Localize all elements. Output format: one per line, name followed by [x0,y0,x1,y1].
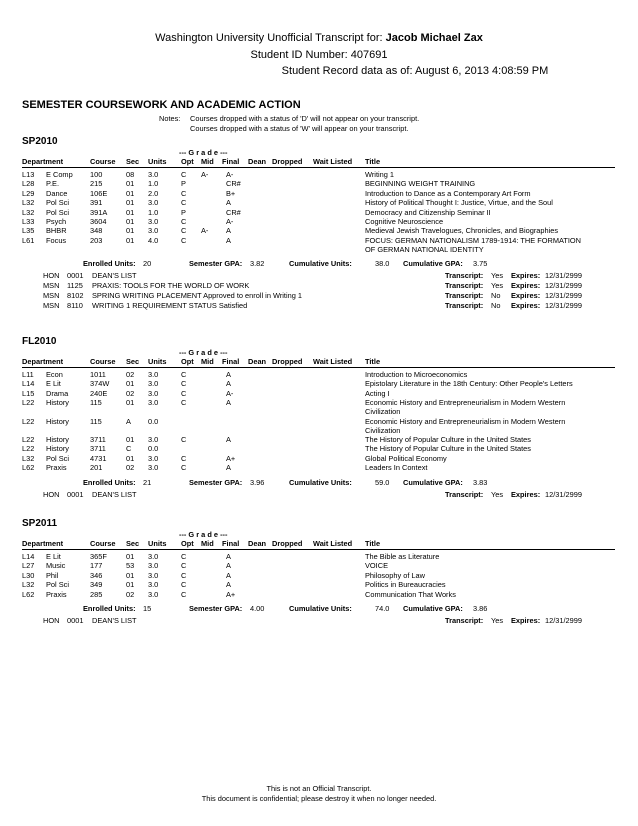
term-name: SP2010 [22,136,58,147]
header-rule [22,367,615,368]
course-sec: 53 [126,561,135,571]
course-final: A [226,235,231,245]
semester-gpa-label: Semester GPA: [189,477,243,487]
term-name: FL2010 [22,336,57,347]
course-opt: C [181,552,187,561]
course-units: 3.0 [148,453,159,463]
course-opt: C [181,198,187,208]
course-units: 3.0 [148,226,159,236]
course-units: 3.0 [148,435,159,444]
section-title: SEMESTER COURSEWORK AND ACADEMIC ACTION [22,99,301,111]
expires-label: Expires: [511,281,541,291]
transcript-value: Yes [491,281,504,291]
course-course: 215 [90,179,103,189]
course-opt: C [181,561,187,571]
course-sec: 01 [126,398,135,408]
header-rule [22,167,615,168]
course-units: 3.0 [148,561,159,571]
course-title: Economic History and Entrepreneurialism in Modern Western [365,398,566,408]
course-title: Leaders In Context [365,463,428,473]
column-header-opt: Opt [181,157,194,166]
action-number: 0001 [67,271,84,281]
course-title: Politics in Bureaucracies [365,580,446,590]
enrolled-units-label: Enrolled Units: [83,604,136,613]
column-header-title: Title [365,157,381,166]
action-number: 1125 [67,281,83,291]
course-course: 115 [90,398,102,408]
course-dept: E Lit [46,552,61,561]
course-dept: History [46,416,69,426]
action-number: 8110 [67,301,83,311]
transcript-value: No [491,301,501,311]
course-final: A [226,552,231,561]
column-header-opt: Opt [181,357,194,366]
course-dept: History [46,444,69,454]
course-course: 177 [90,561,103,571]
column-header-sec: Sec [126,157,140,166]
course-code: L22 [22,398,35,408]
course-sec: 01 [126,235,135,245]
course-dept: Econ [46,370,63,379]
course-course: 100 [90,170,103,179]
course-course: 3604 [90,217,107,226]
course-final: A [226,561,231,571]
course-code: L15 [22,388,35,398]
course-code: L27 [22,561,35,571]
course-course: 391A [90,207,108,217]
semester-gpa-value: 3.82 [250,259,265,269]
course-title: Acting I [365,388,390,398]
course-title: Introduction to Microeconomics [365,370,468,379]
enrolled-units-label: Enrolled Units: [83,259,136,269]
cumulative-gpa-label: Cumulative GPA: [403,259,463,269]
course-sec: 01 [126,379,135,389]
enrolled-units-value: 20 [143,259,152,269]
course-course: 240E [90,388,108,398]
action-code: HON [43,489,60,499]
course-course: 3711 [90,435,106,444]
course-final: A [226,463,231,473]
course-final: A- [226,170,234,179]
course-sec: 01 [126,188,135,198]
course-code: L14 [22,552,35,561]
column-header-course: Course [90,357,116,366]
course-title: Economic History and Entrepreneurialism in Modern Western [365,416,566,426]
semester-gpa-label: Semester GPA: [189,604,243,613]
course-sec: 01 [126,580,135,590]
header-prefix: Washington University Unofficial Transcript for: [155,32,383,44]
column-header-mid: Mid [201,539,214,548]
course-sec: 01 [126,198,135,208]
expires-label: Expires: [511,291,541,301]
course-opt: C [181,398,187,408]
course-title: Communication That Works [365,589,456,599]
cumulative-gpa-value: 3.86 [473,604,488,613]
transcript-value: Yes [491,271,504,281]
course-dept: Music [46,561,66,571]
action-text: DEAN'S LIST [92,616,137,625]
column-header-units: Units [148,357,167,366]
course-final: A- [226,388,234,398]
enrolled-units-value: 15 [143,604,152,613]
expires-value: 12/31/2999 [545,291,582,301]
expires-value: 12/31/2999 [545,271,582,281]
course-course: 115 [90,416,102,426]
course-dept: P.E. [46,179,60,189]
course-final: A [226,580,231,590]
enrolled-units-label: Enrolled Units: [83,477,136,487]
course-course: 391 [90,198,103,208]
column-header-units: Units [148,157,167,166]
action-text: WRITING 1 REQUIREMENT STATUS Satisfied [92,301,248,311]
course-units: 0.0 [148,444,159,454]
course-course: 348 [90,226,103,236]
course-title: The History of Popular Culture in the United States [365,444,531,454]
course-units: 3.0 [148,370,159,379]
course-opt: C [181,226,187,236]
course-sec: 02 [126,589,135,599]
course-title: Medieval Jewish Travelogues, Chronicles, and Biographies [365,226,559,236]
column-header-dropped: Dropped [272,357,303,366]
expires-label: Expires: [511,271,541,281]
course-code: L22 [22,416,35,426]
course-opt: C [181,580,187,590]
transcript-label: Transcript: [445,281,484,291]
footer-line-1: This is not an Official Transcript. [266,784,372,793]
course-title: FOCUS: GERMAN NATIONALISM 1789-1914: THE FORMATION [365,235,582,245]
course-sec: 01 [126,570,135,580]
course-title: Writing 1 [365,170,395,179]
course-code: L28 [22,179,35,189]
course-final: CR# [226,207,241,217]
course-title: The History of Popular Culture in the United States [365,435,531,444]
course-code: L35 [22,226,35,236]
column-header-department: Department [22,539,64,548]
column-header-department: Department [22,157,64,166]
course-dept: Psych [46,217,67,226]
transcript-label: Transcript: [445,616,484,625]
column-header-dropped: Dropped [272,539,303,548]
transcript-label: Transcript: [445,489,484,499]
course-code: L62 [22,463,35,473]
course-sec: 08 [126,170,135,179]
transcript-header-line1 [0,32,638,44]
course-sec: 01 [126,207,135,217]
course-opt: P [181,179,186,189]
expires-value: 12/31/2999 [545,489,582,499]
course-sec: 01 [126,453,135,463]
header-rule [22,549,615,550]
course-units: 1.0 [148,207,159,217]
course-final: A [226,435,231,444]
course-code: L32 [22,453,35,463]
course-final: A [226,398,231,408]
course-dept: Pol Sci [46,207,70,217]
course-code: L29 [22,188,35,198]
course-title-continued: Civilization [365,407,401,417]
notes-line-1: Courses dropped with a status of 'D' will not appear on your transcript. [190,114,420,123]
course-units: 3.0 [148,552,159,561]
course-code: L32 [22,207,35,217]
course-title: The Bible as Literature [365,552,440,561]
transcript-value: Yes [491,489,504,499]
course-course: 203 [90,235,103,245]
cumulative-units-value: 38.0 [375,259,390,269]
column-header-opt: Opt [181,539,194,548]
semester-gpa-value: 4.00 [250,604,265,613]
column-header-sec: Sec [126,539,140,548]
course-code: L14 [22,379,35,389]
course-course: 349 [90,580,103,590]
column-header-final: Final [222,539,240,548]
column-header-mid: Mid [201,357,214,366]
course-units: 3.0 [148,388,159,398]
expires-value: 12/31/2999 [545,616,582,625]
course-course: 1011 [90,370,106,379]
course-code: L32 [22,198,35,208]
course-dept: Praxis [46,463,67,473]
column-header-sec: Sec [126,357,140,366]
course-title: History of Political Thought I: Justice, Virtue, and the Soul [365,198,553,208]
course-final: A [226,198,231,208]
student-name: Jacob Michael Zax [385,32,483,44]
course-dept: E Comp [46,170,73,179]
course-code: L32 [22,580,35,590]
course-dept: Dance [46,188,68,198]
column-header-title: Title [365,539,381,548]
grade-group-header: --- G r a d e --- [179,530,228,539]
student-id-line: Student ID Number: 407691 [250,49,388,61]
course-dept: History [46,435,69,444]
course-units: 2.0 [148,188,159,198]
column-header-wait-listed: Wait Listed [313,157,353,166]
course-course: 4731 [90,453,107,463]
course-sec: 01 [126,217,135,226]
expires-label: Expires: [511,489,541,499]
course-final: A [226,226,231,236]
action-code: HON [43,616,60,625]
action-number: 0001 [67,616,84,625]
course-sec: 02 [126,388,135,398]
column-header-final: Final [222,157,240,166]
course-code: L33 [22,217,35,226]
course-course: 201 [90,463,103,473]
transcript-label: Transcript: [445,271,484,281]
column-header-mid: Mid [201,157,214,166]
course-code: L22 [22,444,35,454]
course-title-continued: OF GERMAN NATIONAL IDENTITY [365,244,484,254]
course-final: A+ [226,453,236,463]
expires-value: 12/31/2999 [545,301,582,311]
course-title: Philosophy of Law [365,570,425,580]
course-final: CR# [226,179,241,189]
action-text: DEAN'S LIST [92,271,137,281]
course-dept: Pol Sci [46,198,70,208]
course-opt: C [181,453,187,463]
grade-group-header: --- G r a d e --- [179,348,228,357]
course-units: 0.0 [148,416,159,426]
course-units: 3.0 [148,217,159,226]
expires-label: Expires: [511,616,541,625]
course-course: 365F [90,552,107,561]
course-dept: Focus [46,235,67,245]
course-code: L11 [22,370,34,379]
column-header-dean: Dean [248,539,267,548]
course-course: 285 [90,589,103,599]
course-units: 3.0 [148,398,159,408]
course-units: 4.0 [148,235,159,245]
course-sec: 02 [126,370,135,379]
column-header-course: Course [90,539,116,548]
course-opt: C [181,370,187,379]
course-opt: C [181,188,187,198]
cumulative-units-label: Cumulative Units: [289,259,352,269]
course-opt: C [181,435,187,444]
course-code: L30 [22,570,35,580]
cumulative-gpa-label: Cumulative GPA: [403,477,463,487]
notes-label: Notes: [159,114,181,123]
course-course: 106E [90,188,108,198]
course-title: Cognitive Neuroscience [365,217,444,226]
course-final: B+ [226,188,236,198]
course-course: 3711 [90,444,106,454]
action-text: PRAXIS: TOOLS FOR THE WORLD OF WORK [92,281,250,291]
column-header-dean: Dean [248,157,267,166]
action-code: HON [43,271,60,281]
course-code: L22 [22,435,35,444]
course-mid: A- [201,226,209,236]
course-title: Global Political Economy [365,453,447,463]
transcript-label: Transcript: [445,301,484,311]
course-opt: C [181,235,187,245]
semester-gpa-label: Semester GPA: [189,259,243,269]
course-title: Democracy and Citizenship Seminar II [365,207,491,217]
course-units: 3.0 [148,170,159,179]
course-opt: C [181,570,187,580]
course-units: 3.0 [148,379,159,389]
course-dept: BHBR [46,226,67,236]
action-number: 8102 [67,291,84,301]
course-dept: E Lit [46,379,61,389]
expires-value: 12/31/2999 [545,281,582,291]
course-final: A- [226,217,234,226]
course-final: A [226,570,231,580]
course-title: BEGINNING WEIGHT TRAINING [365,179,476,189]
course-opt: C [181,589,187,599]
cumulative-gpa-value: 3.75 [473,259,488,269]
course-opt: C [181,170,187,179]
column-header-title: Title [365,357,381,366]
course-sec: A [126,416,131,426]
course-units: 3.0 [148,580,159,590]
course-sec: 01 [126,179,135,189]
course-opt: C [181,379,187,389]
cumulative-units-label: Cumulative Units: [289,477,352,487]
column-header-course: Course [90,157,116,166]
course-code: L61 [22,235,35,245]
term-name: SP2011 [22,518,58,529]
course-units: 3.0 [148,570,159,580]
course-units: 3.0 [148,589,159,599]
expires-label: Expires: [511,301,541,311]
course-code: L13 [22,170,35,179]
course-opt: C [181,217,187,226]
course-opt: C [181,463,187,473]
cumulative-gpa-value: 3.83 [473,477,488,487]
course-title: Epistolary Literature in the 18th Century: Other People's Letters [365,379,573,389]
grade-group-header: --- G r a d e --- [179,148,228,157]
action-number: 0001 [67,489,84,499]
course-units: 3.0 [148,198,159,208]
course-final: A [226,370,231,379]
course-mid: A- [201,170,209,179]
course-dept: Pol Sci [46,453,70,463]
cumulative-units-value: 74.0 [375,604,390,613]
notes-line-2: Courses dropped with a status of 'W' will appear on your transcript. [190,124,409,133]
course-dept: History [46,398,69,408]
cumulative-units-value: 59.0 [375,477,390,487]
column-header-dean: Dean [248,357,267,366]
course-title: Introduction to Dance as a Contemporary Art Form [365,188,531,198]
course-sec: 01 [126,552,135,561]
course-code: L62 [22,589,35,599]
footer-line-2: This document is confidential; please destroy it when no longer needed. [201,794,437,803]
column-header-wait-listed: Wait Listed [313,357,353,366]
course-dept: Drama [46,388,69,398]
course-final: A [226,379,231,389]
course-opt: P [181,207,186,217]
course-sec: 02 [126,463,135,473]
column-header-dropped: Dropped [272,157,303,166]
record-date-line: Student Record data as of: August 6, 2013 4:08:59 PM [281,65,549,77]
course-title: VOICE [365,561,388,571]
transcript-value: Yes [491,616,504,625]
course-sec: 01 [126,226,135,236]
course-course: 346 [90,570,103,580]
course-units: 1.0 [148,179,159,189]
course-sec: 01 [126,435,135,444]
course-units: 3.0 [148,463,159,473]
action-code: MSN [43,291,60,301]
action-text: DEAN'S LIST [92,489,137,499]
column-header-wait-listed: Wait Listed [313,539,353,548]
transcript-label: Transcript: [445,291,484,301]
action-text: SPRING WRITING PLACEMENT Approved to enroll in Writing 1 [92,291,303,301]
transcript-value: No [491,291,501,301]
enrolled-units-value: 21 [143,477,152,487]
action-code: MSN [43,281,60,291]
column-header-units: Units [148,539,167,548]
course-final: A+ [226,589,236,599]
course-dept: Praxis [46,589,67,599]
cumulative-units-label: Cumulative Units: [289,604,352,613]
cumulative-gpa-label: Cumulative GPA: [403,604,463,613]
course-dept: Pol Sci [46,580,70,590]
course-sec: C [126,444,132,454]
column-header-final: Final [222,357,240,366]
semester-gpa-value: 3.96 [250,477,265,487]
course-opt: C [181,388,187,398]
course-dept: Phil [46,570,59,580]
column-header-department: Department [22,357,64,366]
course-title-continued: Civilization [365,425,401,435]
course-course: 374W [90,379,110,389]
action-code: MSN [43,301,60,311]
